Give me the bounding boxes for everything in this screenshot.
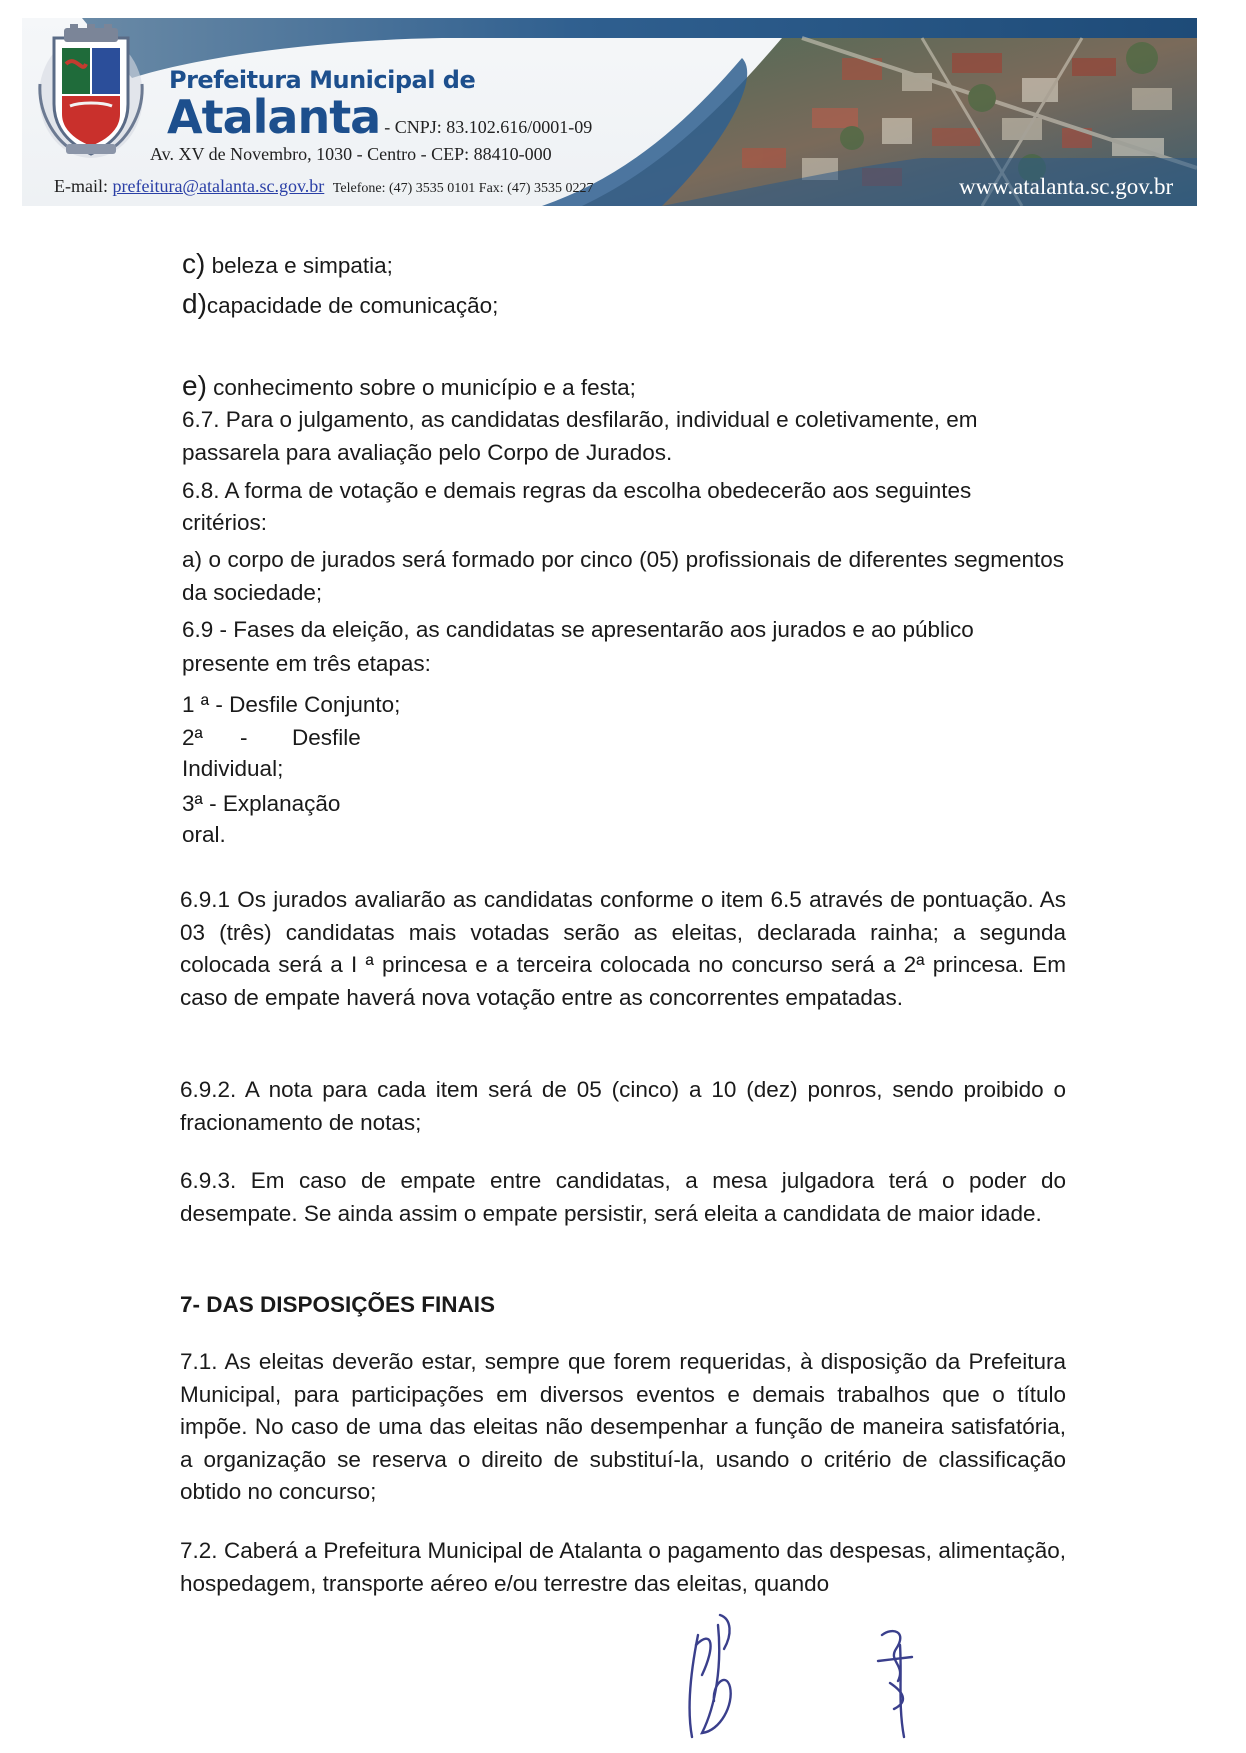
p-7-2: 7.2. Caberá a Prefeitura Municipal de Atalanta o pagamento das despesas, alimentação, hospedagem, transporte aéreo e/ou terrestre das eleitas, quando [180, 1538, 1066, 1596]
phase-2-word: Desfile [292, 725, 361, 750]
item-c [182, 248, 393, 282]
item-c-letter: c) [182, 248, 206, 279]
phase-2-dash: - [240, 725, 248, 750]
p-6-9-line2: presente em três etapas: [182, 651, 431, 676]
section-heading-7: 7- DAS DISPOSIÇÕES FINAIS [180, 1292, 496, 1317]
p-6-9-1: 6.9.1 Os jurados avaliarão as candidatas conforme o item 6.5 através de pontuação. As 03 (três) candidatas mais votadas serão as eleitas, declarada rainha; a segunda colocada será a I ª princesa e a terceira colocada no concurso será a 2ª princesa. Em caso de empate haverá nova votação entre as concorrentes empatadas. [180, 887, 1066, 1010]
p-7-1: 7.1. As eleitas deverão estar, sempre que forem requeridas, à disposição da Prefeitura Municipal, para participações em diversos eventos e demais trabalhos que o título impõe. No caso de uma das eleitas não desempenhar a função de maneira satisfatória, a organização se reserva o direito de substituí-la, usando o critério de classificação obtido no concurso; [180, 1349, 1066, 1504]
item-e-letter: e) [182, 370, 207, 401]
p-6-7-line1: 6.7. Para o julgamento, as candidatas desfilarão, individual e coletivamente, em [182, 407, 978, 432]
item-d-letter: d) [182, 288, 207, 319]
phase-3: 3ª - Explanação [182, 791, 341, 816]
phase-2-cont: Individual; [182, 756, 284, 781]
phase-3-cont: oral. [182, 822, 226, 847]
item-e-text: conhecimento sobre o município e a festa; [206, 375, 636, 400]
p-6-9-3: 6.9.3. Em caso de empate entre candidatas, a mesa julgadora terá o poder do desempate. Se ainda assim o empate persistir, será eleita a candidata de maior idade. [180, 1168, 1066, 1226]
handwritten-signatures [672, 1605, 932, 1745]
item-e [182, 370, 636, 404]
letterhead-title-prefix: Prefeitura Municipal de [169, 66, 476, 94]
phase-2-num: 2ª [182, 725, 203, 750]
item-d [182, 288, 498, 322]
item-d-text: capacidade de comunicação; [206, 293, 499, 318]
letterhead-address: Av. XV de Novembro, 1030 - Centro - CEP: 88410-000 [150, 144, 552, 164]
email-label: E-mail: [54, 176, 108, 196]
p-6-8-line1: 6.8. A forma de votação e demais regras da escolha obedecerão aos seguintes [182, 478, 972, 503]
item-c-text: beleza e simpatia; [205, 253, 393, 278]
email-link[interactable]: prefeitura@atalanta.sc.gov.br [112, 176, 325, 196]
website-link[interactable]: www.atalanta.sc.gov.br [959, 174, 1174, 199]
letterhead-city-name: Atalanta [167, 90, 381, 144]
p-6-8-line2: critérios: [182, 510, 268, 535]
phase-1: 1 ª - Desfile Conjunto; [182, 692, 401, 717]
p-6-9-line1: 6.9 - Fases da eleição, as candidatas se apresentarão aos jurados e ao público [182, 617, 974, 642]
p-a: a) o corpo de jurados será formado por cinco (05) profissionais de diferentes segmentos da sociedade; [182, 547, 1064, 605]
p-6-9-2: 6.9.2. A nota para cada item será de 05 (cinco) a 10 (dez) ponros, sendo proibido o fracionamento de notas; [180, 1077, 1066, 1135]
letterhead-cnpj: - CNPJ: 83.102.616/0001-09 [384, 117, 593, 137]
phone-fax: Telefone: (47) 3535 0101 Fax: (47) 3535 0227 [332, 181, 594, 196]
p-6-7-line2: passarela para avaliação pelo Corpo de Jurados. [182, 440, 673, 465]
